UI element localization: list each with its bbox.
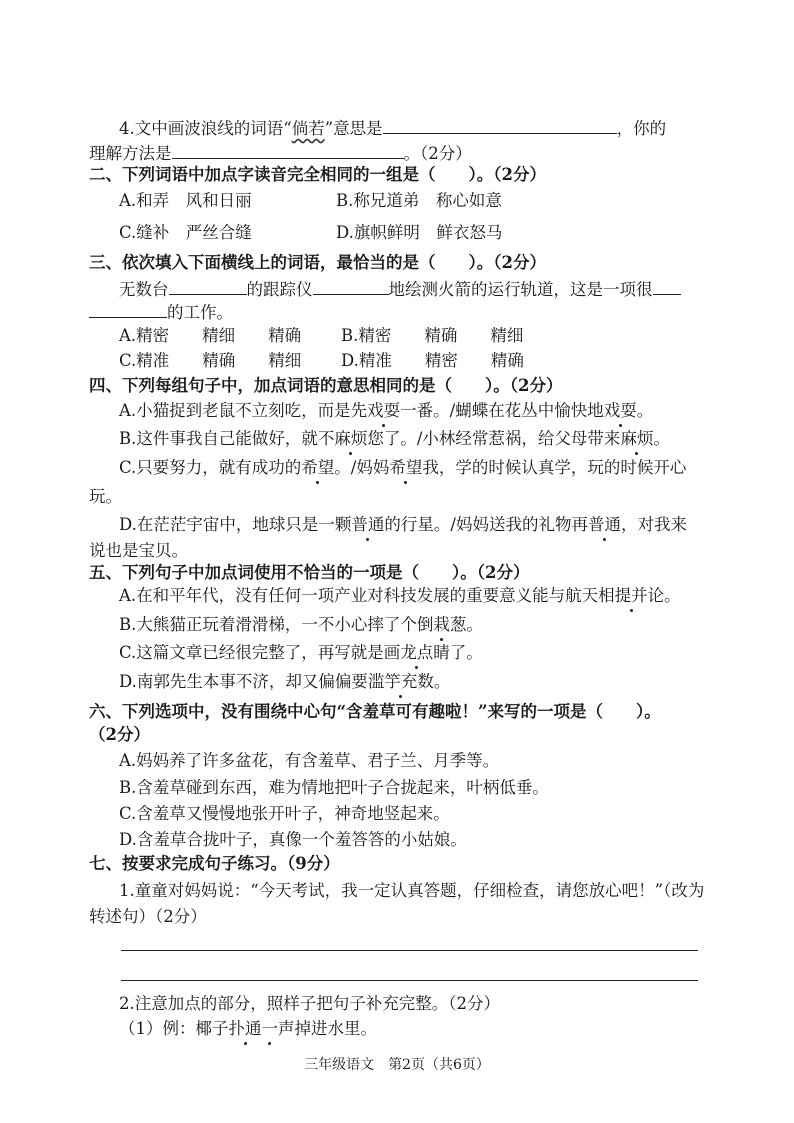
s6-option-d: D.含羞草合拢叶子，真像一个羞答答的小姑娘。 xyxy=(119,830,467,849)
s3-line-1 xyxy=(119,278,681,301)
s4-option-d-cont: 说也是宝贝。 xyxy=(89,541,188,560)
s7-q2: 2.注意加点的部分，照样子把句子补充完整。（2分） xyxy=(119,994,500,1013)
s3-text-2: 的跟踪仪 xyxy=(246,280,313,299)
q4-text-1: 4.文中画波浪线的词语“ xyxy=(119,119,292,138)
s4-c-text-3: 我，学的时候认真学，玩的时候开心 xyxy=(422,458,687,477)
s4-a-text-2: 一番。/蝴蝶在花丛中愉快地 xyxy=(400,401,604,420)
s2-option-d-text: D.旗帜鲜明 鲜衣怒马 xyxy=(336,223,503,242)
q4-line-2 xyxy=(89,142,472,165)
s7-q1: 1.童童对妈妈说：“今天考试，我一定认真答题，仔细检查，请您放心吧！”（改为 xyxy=(119,881,705,900)
s4-d-text-3: ，对我来 xyxy=(620,515,687,534)
s7-q1-answer-line-2[interactable] xyxy=(121,980,698,981)
s7-q2-example-text-1: （1）例：椰子 xyxy=(119,1019,229,1038)
section-6-heading: 六、下列选项中，没有围绕中心句“含羞草可有趣啦！”来写的一项是（ ）。 xyxy=(89,702,661,721)
s4-a-text-3: 。 xyxy=(636,401,654,420)
q4-answer-blank-1[interactable] xyxy=(383,117,617,134)
section-5-heading: 五、下列句子中加点词使用不恰当的一项是（ ）。（2分） xyxy=(89,563,530,582)
s5-a-dotted: 相提并论 xyxy=(598,586,665,605)
s3-text-3: 地绘测火箭的运行轨道，这是一项很 xyxy=(388,280,653,299)
s7-q1-cont: 转述句）（2分） xyxy=(89,907,207,926)
section-6-heading-score: （2分） xyxy=(89,725,150,744)
s4-option-a xyxy=(119,400,653,422)
s2-option-d xyxy=(336,222,502,244)
s5-d-dotted: 滥竽充数 xyxy=(367,672,434,691)
q4-wavy-word: 倘若 xyxy=(291,119,325,138)
s5-c-dotted: 画龙点睛 xyxy=(383,643,450,662)
s4-a-text-1: A.小猫捉到老鼠不立刻吃，而是先 xyxy=(119,401,368,420)
s4-b-dotted-2: 麻烦 xyxy=(620,429,654,448)
s5-a-text-1: A.在和平年代，没有任何一项产业对科技发展的重要意义能与航天 xyxy=(119,586,599,605)
s4-c-text-2: 。/妈妈 xyxy=(334,458,390,477)
s7-q1-answer-line-1[interactable] xyxy=(121,950,698,951)
s6-option-a: A.妈妈养了许多盆花，有含羞草、君子兰、月季等。 xyxy=(119,751,500,770)
s4-d-text-2: 的行星。/妈妈送我的礼物再 xyxy=(384,515,588,534)
s4-d-dotted-1: 普通 xyxy=(351,515,385,534)
s2-option-b-text: B.称兄道弟 称心如意 xyxy=(336,191,502,210)
section-3-heading: 三、依次填入下面横线上的词语，最恰当的是（ ）。（2分） xyxy=(89,253,546,272)
s5-b-text-2: 。 xyxy=(466,615,483,634)
s4-b-text-3: 。 xyxy=(653,429,670,448)
section-4-heading: 四、下列每组句子中，加点词语的意思相同的是（ ）。（2分） xyxy=(89,376,563,395)
s4-a-dotted-2: 戏耍 xyxy=(603,401,637,420)
s3-option-a: A.精密 精细 精确 xyxy=(119,326,302,345)
s7-q2-example-dotted-1: 扑通 xyxy=(228,1019,262,1038)
section-7-heading: 七、按要求完成句子练习。（9分） xyxy=(89,854,340,873)
s2-option-b xyxy=(336,190,502,212)
s4-c-dotted-2: 希望 xyxy=(389,458,423,477)
q4-text-2: ”意思是 xyxy=(324,119,383,138)
s3-option-c: C.精准 精确 精细 xyxy=(119,351,302,370)
q4-text-4: 理解方法是 xyxy=(89,144,172,163)
s3-blank-3[interactable] xyxy=(653,278,681,295)
q4-text-5: 。（2分） xyxy=(403,144,472,163)
s4-d-dotted-2: 普通 xyxy=(587,515,621,534)
s2-option-c-text: C.缝补 严丝合缝 xyxy=(119,223,252,242)
s2-option-a xyxy=(119,190,252,212)
s4-c-text-1: C.只要努力，就有成功的 xyxy=(119,458,302,477)
s3-option-b: B.精密 精确 精细 xyxy=(341,326,524,345)
s5-d-text-2: 。 xyxy=(433,672,451,691)
s4-b-text-1: B.这件事我自己能做好，就不 xyxy=(119,429,335,448)
s7-q2-example-dotted-2: 一 xyxy=(261,1019,278,1038)
page-footer: 三年级语文 第2页（共6页） xyxy=(304,1057,490,1073)
s2-option-a-text: A.和弄 风和日丽 xyxy=(119,191,252,210)
q4-line-1 xyxy=(119,117,666,140)
s5-option-b xyxy=(119,614,483,636)
s5-option-c xyxy=(119,642,483,664)
s3-blank-1[interactable] xyxy=(169,278,247,295)
s3-blank-3-cont[interactable] xyxy=(89,301,167,318)
s4-option-b xyxy=(119,428,670,450)
s4-d-text-1: D.在茫茫宇宙中，地球只是一颗 xyxy=(119,515,352,534)
s4-b-dotted-1: 麻烦 xyxy=(334,429,368,448)
s7-q2-example-text-2: 声掉进水里。 xyxy=(278,1019,377,1038)
s6-option-b: B.含羞草碰到东西，难为情地把叶子合拢起来，叶柄低垂。 xyxy=(119,778,549,797)
s5-c-text-2: 了。 xyxy=(449,643,483,662)
s4-option-c-cont: 玩。 xyxy=(89,487,122,506)
s3-text-1: 无数台 xyxy=(119,280,169,299)
s5-option-a xyxy=(119,585,681,607)
s5-b-text-1: B.大熊猫正玩着滑滑梯，一不小心摔了个 xyxy=(119,615,417,634)
s4-c-dotted-1: 希望 xyxy=(301,458,335,477)
s4-a-dotted-1: 戏耍 xyxy=(367,401,401,420)
s4-option-d xyxy=(119,514,687,536)
s3-line-2 xyxy=(89,301,233,324)
s5-c-text-1: C.这篇文章已经很完整了，再写就是 xyxy=(119,643,384,662)
s5-b-dotted: 倒栽葱 xyxy=(416,615,467,634)
s3-text-4: 的工作。 xyxy=(167,303,233,322)
s4-b-text-2: 您了。/小林经常惹祸，给父母带来 xyxy=(367,429,621,448)
s4-option-c xyxy=(119,457,686,479)
s3-blank-2[interactable] xyxy=(313,278,389,295)
s3-option-d: D.精准 精密 精确 xyxy=(341,351,524,370)
s2-option-c xyxy=(119,222,252,244)
s6-option-c: C.含羞草又慢慢地张开叶子，神奇地竖起来。 xyxy=(119,804,450,823)
s5-a-text-2: 。 xyxy=(664,586,681,605)
q4-answer-blank-2[interactable] xyxy=(172,142,404,159)
s5-d-text-1: D.南郭先生本事不济，却又偏偏要 xyxy=(119,672,368,691)
s7-q2-example xyxy=(119,1018,377,1040)
q4-text-3: ，你的 xyxy=(616,119,667,138)
section-2-heading: 二、下列词语中加点字读音完全相同的一组是（ ）。（2分） xyxy=(89,165,546,184)
s5-option-d xyxy=(119,671,450,693)
